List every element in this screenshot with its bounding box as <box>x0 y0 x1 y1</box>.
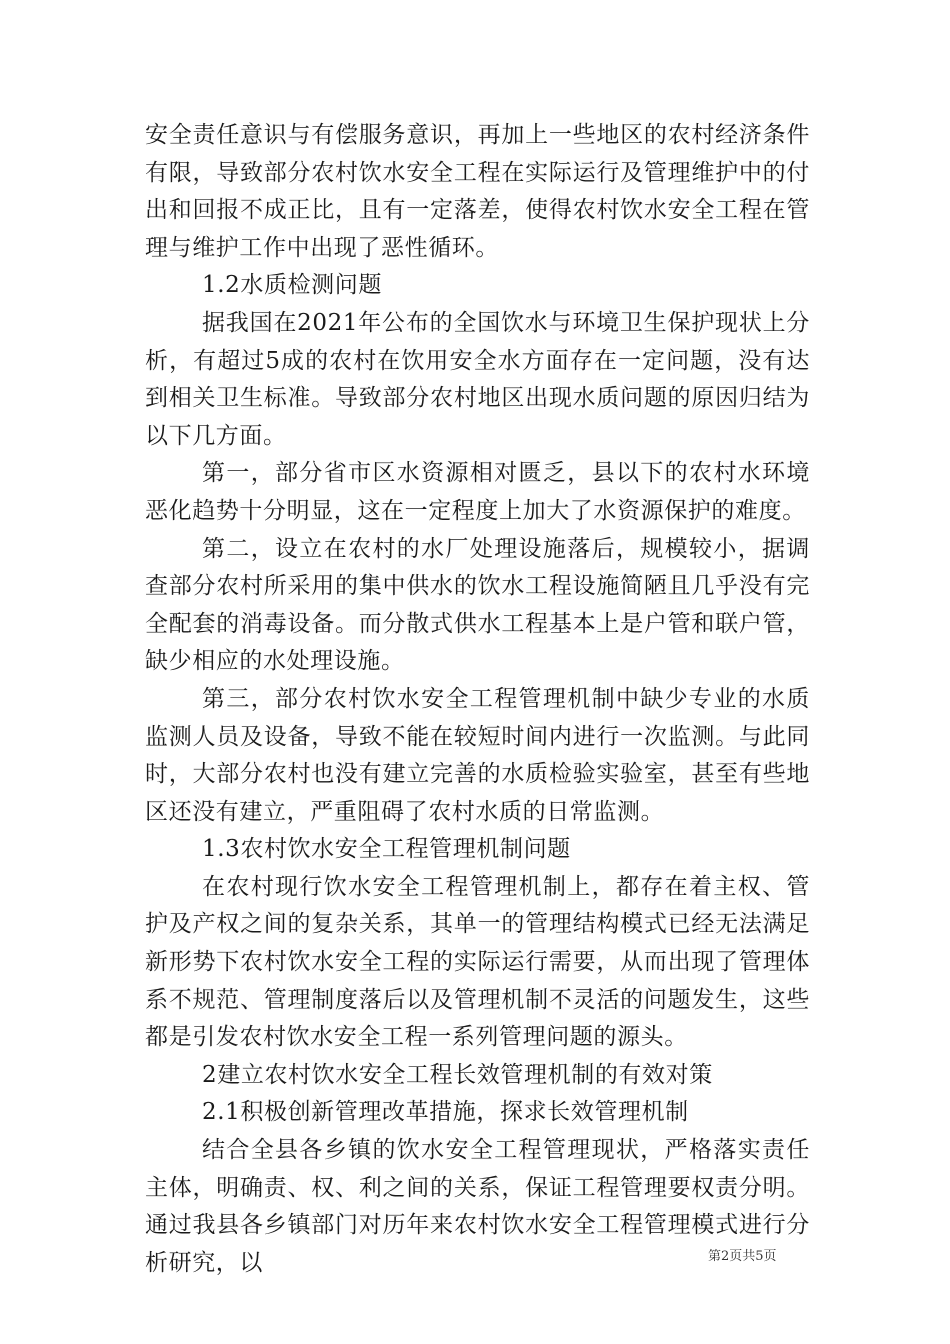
heading-1-3-management-mechanism: 1.3农村饮水安全工程管理机制问题 <box>202 836 571 863</box>
heading-2-countermeasures: 2建立农村饮水安全工程长效管理机制的有效对策 <box>202 1061 713 1088</box>
page-number-footer: 第2页共5页 <box>708 1249 777 1264</box>
paragraph-county-status: 结合全县各乡镇的饮水安全工程管理现状，严格落实责任主体，明确责、权、利之间的关系，保证工程管理要权责分明。通过我县各乡镇部门对历年来农村饮水安全工程管理模式进行分析研究，以 <box>145 1137 810 1276</box>
paragraph-continuation: 安全责任意识与有偿服务意识，再加上一些地区的农村经济条件有限，导致部分农村饮水安全工程在实际运行及管理维护中的付出和回报不成正比，且有一定落差，使得农村饮水安全工程在管理与维护工作中出现了恶性循环。 <box>145 122 810 261</box>
document-body <box>145 117 810 1282</box>
paragraph-second-point: 第二，设立在农村的水厂处理设施落后，规模较小，据调查部分农村所采用的集中供水的饮水工程设施简陋且几乎没有完全配套的消毒设备。而分散式供水工程基本上是户管和联户管，缺少相应的水处理设施。 <box>145 535 810 675</box>
paragraph-third-point: 第三，部分农村饮水安全工程管理机制中缺少专业的水质监测人员及设备，导致不能在较短时间内进行一次监测。与此同时，大部分农村也没有建立完善的水质检验实验室，甚至有些地区还没有建立，严重阻碍了农村水质的日常监测。 <box>145 685 810 825</box>
heading-1-2-water-quality: 1.2水质检测问题 <box>202 272 382 299</box>
paragraph-mechanism-issues: 在农村现行饮水安全工程管理机制上，都存在着主权、管护及产权之间的复杂关系，其单一的管理结构模式已经无法满足新形势下农村饮水安全工程的实际运行需要，从而出现了管理体系不规范、管理制度落后以及管理机制不灵活的问题发生，这些都是引发农村饮水安全工程一系列管理问题的源头。 <box>145 873 810 1051</box>
heading-2-1-innovation: 2.1积极创新管理改革措施，探求长效管理机制 <box>202 1099 689 1126</box>
paragraph-water-report: 据我国在2021年公布的全国饮水与环境卫生保护现状上分析，有超过5成的农村在饮用安全水方面存在一定问题，没有达到相关卫生标准。导致部分农村地区出现水质问题的原因归结为以下几方面。 <box>145 309 810 449</box>
paragraph-first-point: 第一，部分省市区水资源相对匮乏，县以下的农村水环境恶化趋势十分明显，这在一定程度上加大了水资源保护的难度。 <box>145 460 810 524</box>
